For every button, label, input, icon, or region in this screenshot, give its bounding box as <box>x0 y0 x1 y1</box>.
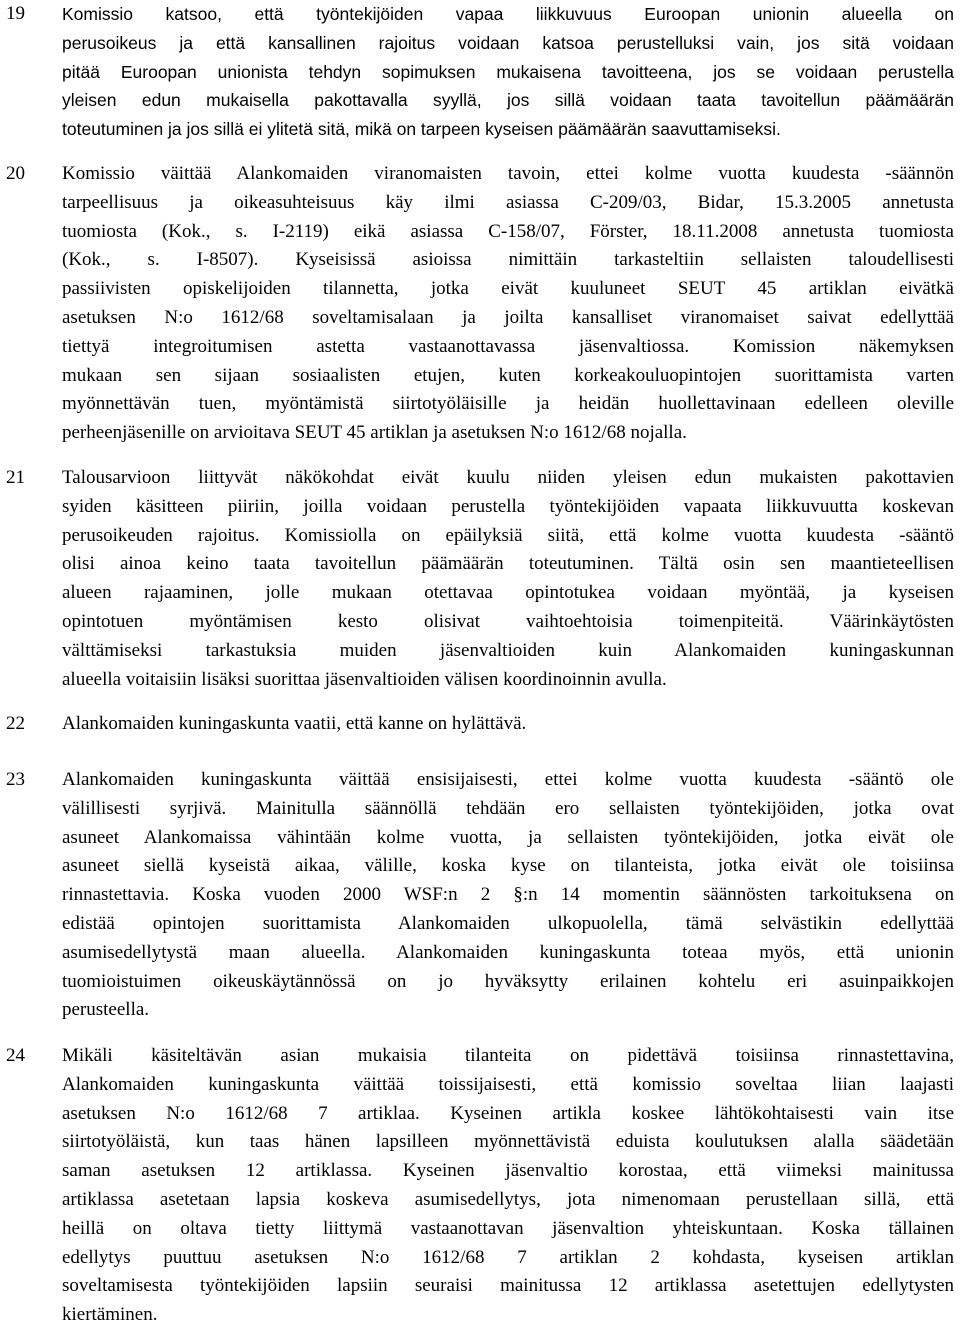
text-line: alueella voitaisiin lisäksi suorittaa jäsenvaltioiden välisen koordinoinnin avulla. <box>62 668 667 690</box>
text-line: Alankomaiden kuningaskunta vaatii, että kanne on hylättävä. <box>62 713 527 734</box>
text-line: yleisen edun mukaisella pakottavalla syyllä, jos sillä voidaan taata tavoitellun päämäärän <box>62 90 954 111</box>
text-line: syiden käsitteen piiriin, joilla voidaan perustella työntekijöiden vapaata liikkuvuutta koskevan <box>62 495 954 517</box>
text-line: asuneet siellä kyseistä aikaa, välille, koska kyse on tilanteista, jotka eivät ole toisiinsa <box>62 855 954 877</box>
text-line: Mikäli käsiteltävän asian mukaisia tilanteita on pidettävä toisiinsa rinnastettavina, <box>62 1045 954 1066</box>
text-line: perusteella. <box>62 999 150 1021</box>
paragraph-number: 24 <box>6 1045 25 1066</box>
text-line: Alankomaiden kuningaskunta väittää ensisijaisesti, ettei kolme vuotta kuudesta -sääntö ole <box>62 769 954 790</box>
text-line: tuomioistuimen oikeuskäytännössä on jo hyväksytty erilainen kohtelu eri asuinpaikkojen <box>62 970 954 992</box>
paragraph-text <box>62 766 954 1025</box>
paragraph-text <box>62 160 954 448</box>
text-line: passiivisten opiskelijoiden tilannetta, jotka eivät kuuluneet SEUT 45 artiklan eivätkä <box>62 278 954 300</box>
text-line: Komissio väittää Alankomaiden viranomaisten tavoin, ettei kolme vuotta kuudesta -säännön <box>62 163 954 184</box>
text-line: edellytys puuttuu asetuksen N:o 1612/68 7 artiklan 2 kohdasta, kyseisen artiklan <box>62 1246 954 1268</box>
text-line: Talousarvioon liittyvät näkökohdat eivät kuulu niiden yleisen edun mukaisten pakottavien <box>62 467 954 488</box>
paragraph-text <box>62 464 954 694</box>
text-line: asetuksen N:o 1612/68 soveltamisalaan ja joilta kansalliset viranomaiset saivat edellyttää <box>62 306 954 328</box>
text-line: Komissio katsoo, että työntekijöiden vapaa liikkuvuus Euroopan unionin alueella on <box>62 4 954 24</box>
text-line: opintotuen myöntämisen kesto olisivat vaihtoehtoisia toimenpiteitä. Väärinkäytösten <box>62 610 954 632</box>
text-line: tarpeellisuus ja oikeasuhteisuus käy ilmi asiassa C-209/03, Bidar, 15.3.2005 annetusta <box>62 191 954 213</box>
paragraph-number: 19 <box>6 3 25 24</box>
text-line: asumisedellytystä maan alueella. Alankomaiden kuningaskunta toteaa myös, että unionin <box>62 941 954 963</box>
text-line: kiertäminen. <box>62 1304 158 1326</box>
text-line: edistää opintojen suorittamista Alankomaiden ulkopuolella, tämä selvästikin edellyttää <box>62 912 954 934</box>
text-line: pitää Euroopan unionista tehdyn sopimuksen mukaisena tavoitteena, jos se voidaan perustella <box>62 61 954 82</box>
text-line: alueen rajaaminen, jolle mukaan otettavaa opintotukea voidaan myöntää, ja kyseisen <box>62 582 954 604</box>
text-line: perusoikeus ja että kansallinen rajoitus voidaan katsoa perustelluksi vain, jos sitä voidaan <box>62 32 954 53</box>
text-line: artiklassa asetetaan lapsia koskeva asumisedellytys, jota nimenomaan perustellaan sillä, että <box>62 1188 954 1210</box>
paragraph-number: 21 <box>6 467 25 488</box>
text-line: siirtotyöläistä, kun taas hänen lapsilleen myönnettävistä eduista koulutuksen alalla säädetään <box>62 1131 954 1153</box>
paragraph-number: 22 <box>6 713 25 734</box>
text-line: toteutuminen ja jos sillä ei ylitetä sitä, mikä on tarpeen kyseisen päämäärän saavuttamiseksi. <box>62 119 781 140</box>
text-line: asetuksen N:o 1612/68 7 artiklaa. Kyseinen artikla koskee lähtökohtaisesti vain itse <box>62 1102 954 1124</box>
text-line: (Kok., s. I-8507). Kyseisissä asioissa nimittäin tarkasteltiin sellaisten taloudellisesti <box>62 249 954 271</box>
text-line: perheenjäsenille on arvioitava SEUT 45 artiklan ja asetuksen N:o 1612/68 nojalla. <box>62 422 687 444</box>
text-line: tuomiosta (Kok., s. I-2119) eikä asiassa C-158/07, Förster, 18.11.2008 annetusta tuomiosta <box>62 220 954 242</box>
paragraph-number: 20 <box>6 163 25 184</box>
text-line: saman asetuksen 12 artiklassa. Kyseinen jäsenvaltio korostaa, että viimeksi mainitussa <box>62 1160 954 1182</box>
text-line: välillisesti syrjivä. Mainitulla säännöllä tehdään ero sellaisten työntekijöiden, jotka ovat <box>62 797 954 819</box>
text-line: myönnettävän tuen, myöntämistä siirtotyöläisille ja heidän huollettavinaan edelleen oleville <box>62 393 954 415</box>
text-line: asuneet Alankomaissa vähintään kolme vuotta, ja sellaisten työntekijöiden, jotka eivät ole <box>62 826 954 848</box>
paragraph-text <box>62 1042 954 1330</box>
text-line: tiettyä integroitumisen astetta vastaanottavassa jäsenvaltiossa. Komission näkemyksen <box>62 335 954 357</box>
text-line: olisi ainoa keino taata tavoitellun päämäärän toteutuminen. Tältä osin sen maantieteellisen <box>62 553 954 575</box>
text-line: mukaan sen sijaan sosiaalisten etujen, kuten korkeakouluopintojen suorittamista varten <box>62 364 954 386</box>
paragraph-text <box>62 710 954 739</box>
text-line: rinnastettavia. Koska vuoden 2000 WSF:n 2 §:n 14 momentin säännösten tarkoituksena on <box>62 884 954 906</box>
text-line: soveltamisesta työntekijöiden lapsiin seuraisi mainitussa 12 artiklassa asetettujen edellytysten <box>62 1275 954 1297</box>
text-line: välttämiseksi tarkastuksia muiden jäsenvaltioiden kuin Alankomaiden kuningaskunnan <box>62 639 954 661</box>
text-line: perusoikeuden rajoitus. Komissiolla on epäilyksiä siitä, että kolme vuotta kuudesta -sääntö <box>62 524 954 546</box>
paragraph-number: 23 <box>6 769 25 790</box>
paragraph-text <box>62 0 954 144</box>
text-line: Alankomaiden kuningaskunta väittää toissijaisesti, että komissio soveltaa liian laajasti <box>62 1073 954 1095</box>
text-line: heillä on oltava tietty liittymä vastaanottavan jäsenvaltion yhteiskuntaan. Koska tällainen <box>62 1217 954 1239</box>
